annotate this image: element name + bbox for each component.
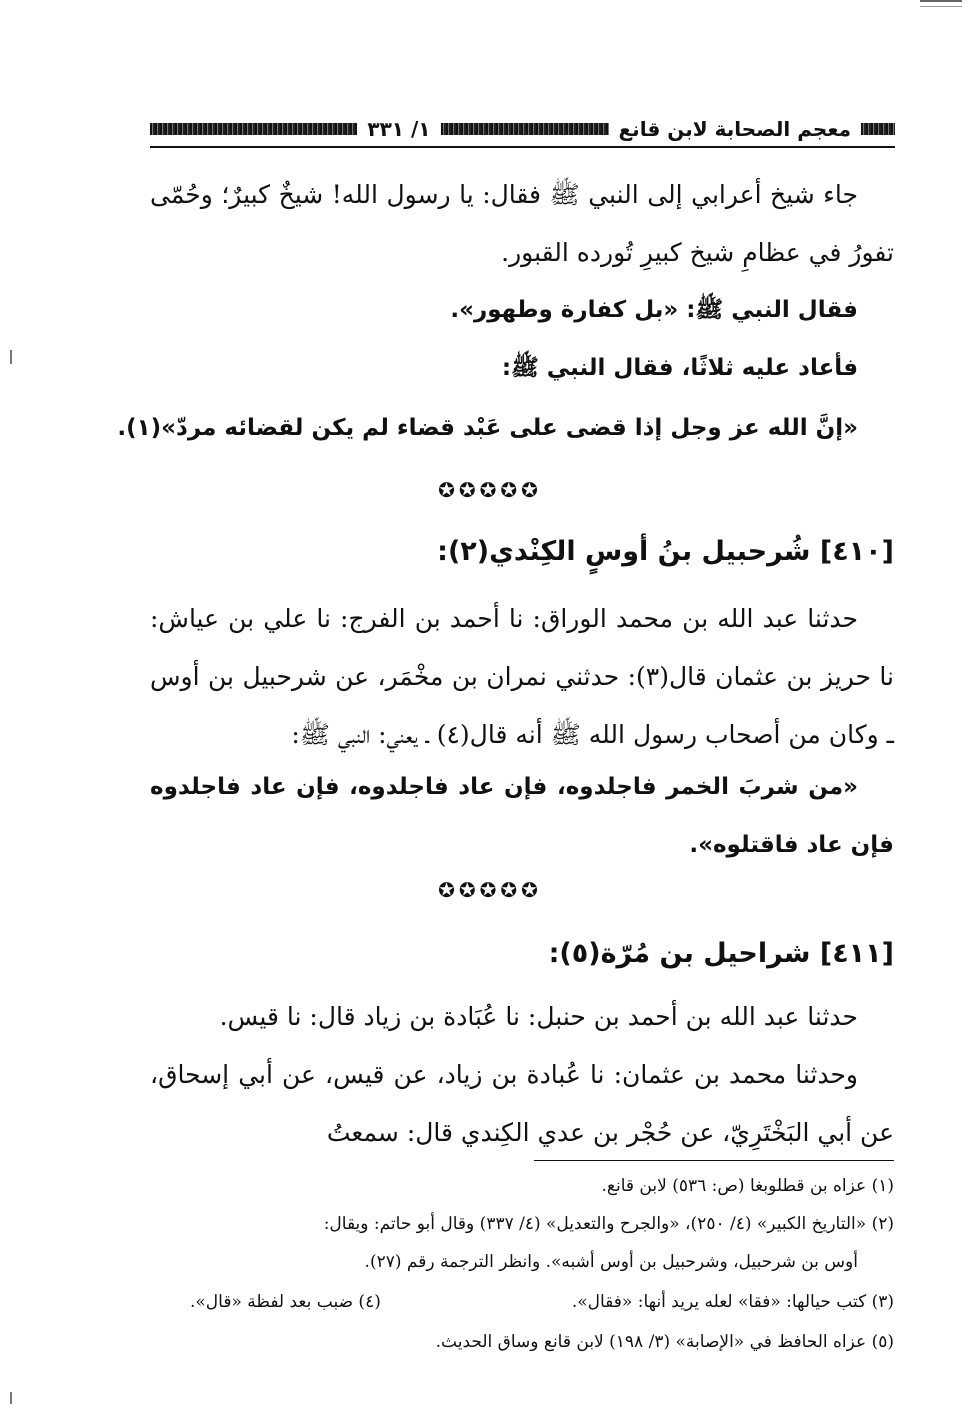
body-line: فأعاد عليه ثلاثًا، فقال النبي ﷺ: <box>501 355 858 381</box>
header-ornament-block <box>861 123 895 135</box>
hadith-text: «من شربَ الخمر فاجلدوه، فإن عاد فاجلدوه، فإن عاد فاجلدوه فإن عاد فاقتلوه». <box>150 774 894 858</box>
header-ornament-block <box>441 123 609 135</box>
scan-corner-mark <box>920 0 962 7</box>
scan-margin-tick <box>10 1392 12 1404</box>
hadith-text: «إنَّ الله عز وجل إذا قضى على عَبْد قضاء لم يكن لقضائه مردّ»(١). <box>117 415 858 441</box>
section-divider-stars: ✪✪✪✪✪ <box>438 478 542 502</box>
scan-margin-tick <box>10 350 12 364</box>
page-number: ١/ ٣٣١ <box>367 117 431 141</box>
section-divider-stars: ✪✪✪✪✪ <box>438 878 542 902</box>
body-paragraph: حدثنا عبد الله بن أحمد بن حنبل: نا عُبَادة بن زياد قال: نا قيس. <box>219 1002 858 1031</box>
footnote-5: (٥) عزاه الحافظ في «الإصابة» (٣/ ١٩٨) لابن قانع وساق الحديث. <box>435 1332 894 1352</box>
body-paragraph: وحدثنا محمد بن عثمان: نا عُبادة بن زياد، عن قيس، عن أبي إسحاق، عن أبي البَخْتَرِيّ، عن حُجْر بن عدي الكِندي قال: سمعتُ <box>150 1060 894 1147</box>
header-title: معجم الصحابة لابن قانع <box>618 117 851 141</box>
body-paragraph: حدثنا عبد الله بن محمد الوراق: نا أحمد بن الفرج: نا علي بن عياش: نا حريز بن عثمان قال(٣): حدثني نمران بن مخْمَر، عن شرحبيل بن أوس ـ وكان من أصحاب رسول الله ﷺ أنه قال(٤) ـ يعني: النبي ﷺ: <box>150 604 895 749</box>
body-line: فقال النبي ﷺ: «بل كفارة وطهور». <box>450 297 858 323</box>
footnote-3: (٣) كتب حيالها: «فقا» لعله يريد أنها: «فقال». <box>571 1292 894 1312</box>
entry-heading-410: [٤١٠] شُرحبيل بنُ أوسٍ الكِنْدي(٢): <box>437 536 894 567</box>
entry-heading-411: [٤١١] شراحيل بن مُرّة(٥): <box>548 938 894 969</box>
footnote-1: (١) عزاه بن قطلوبغا (ص: ٥٣٦) لابن قانع. <box>601 1176 894 1196</box>
footnote-2-continued: أوس بن شرحبيل، وشرحبيل بن أوس أشبه». وانظر الترجمة رقم (٢٧). <box>364 1252 858 1272</box>
footnotes-3-4-row <box>150 1288 894 1316</box>
header-ornament-block <box>150 123 357 135</box>
footnote-2: (٢) «التاريخ الكبير» (٤/ ٢٥٠)، «والجرح والتعديل» (٤/ ٣٣٧) وقال أبو حاتم: ويقال: <box>323 1214 894 1234</box>
footnote-separator <box>534 1160 894 1161</box>
running-header <box>150 112 895 148</box>
footnote-4: (٤) ضبب بعد لفظة «قال». <box>190 1292 381 1312</box>
body-paragraph: جاء شيخ أعرابي إلى النبي ﷺ فقال: يا رسول الله! شيخٌ كبيرٌ؛ وحُمّى تفورُ في عظامِ شيخ كبيرِ تُورده القبور. <box>150 180 894 267</box>
